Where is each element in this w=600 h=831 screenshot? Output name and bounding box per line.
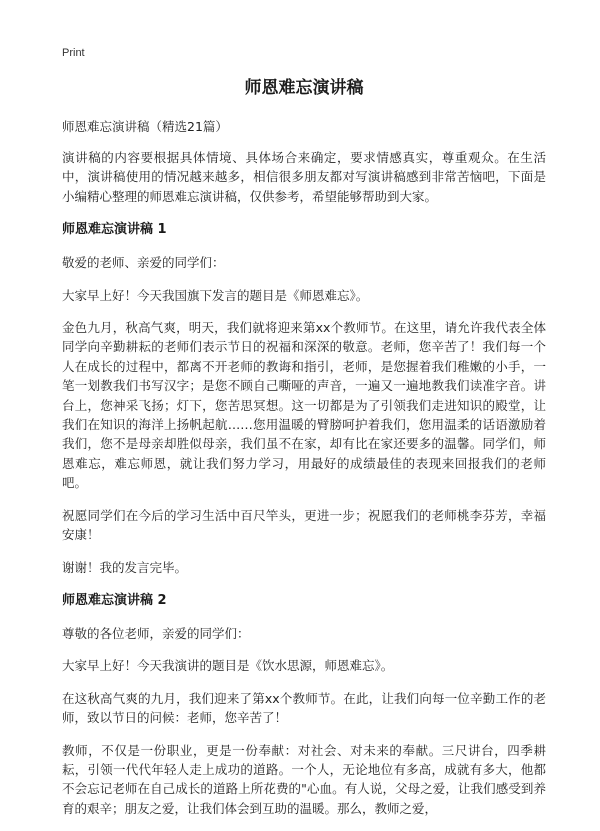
document-page <box>62 76 546 831</box>
closing-paragraph: 谢谢！我的发言完毕。 <box>62 559 188 575</box>
body-paragraph: 金色九月，秋高气爽，明天，我们就将迎来第xx个教师节。在这里，请允许我代表全体同学向辛勤耕耘的老师们表示节日的祝福和深深的敬意。老师，您辛苦了！我们每一个人在成长的过程中，都离不开老师的教诲和指引，老师，是您握着我们稚嫩的小手，一笔一划教我们书写汉字；是您不顾自己嘶哑的声音，一遍又一遍地教我们读准字音。讲台上，您神采飞扬；灯下，您苦思冥想。这一切都是为了引领我们走进知识的殿堂，让我们在知识的海洋上扬帆起航……您用温暖的臂膀呵护着我们，您用温柔的话语激励着我们，您不是母亲却胜似母亲，我们虽不在家，却有比在家还要多的温馨。同学们，师恩难忘，难忘师恩，就让我们努力学习，用最好的成绩最佳的表现来回报我们的老师吧。 <box>62 320 546 491</box>
intro-paragraph: 演讲稿的内容要根据具体情境、具体场合来确定，要求情感真实，尊重观众。在生活中，演讲稿使用的情况越来越多，相信很多朋友都对写演讲稿感到非常苦恼吧，下面是小编精心整理的师恩难忘演讲稿，仅供参考，希望能够帮助到大家。 <box>62 150 546 204</box>
opening-paragraph: 大家早上好！今天我国旗下发言的题目是《师恩难忘》。 <box>62 287 369 303</box>
speech-section-2 <box>62 592 546 818</box>
wishes-paragraph: 祝愿同学们在今后的学习生活中百尺竿头，更进一步；祝愿我们的老师桃李芬芳，幸福安康！ <box>62 507 546 543</box>
document-title: 师恩难忘演讲稿 <box>244 78 364 98</box>
speech-section-1 <box>62 221 546 577</box>
section-heading: 师恩难忘演讲稿 2 <box>62 592 167 608</box>
body-paragraph: 在这秋高气爽的九月，我们迎来了第xx个教师节。在此，让我们向每一位辛勤工作的老师，致以节日的问候：老师，您辛苦了！ <box>62 690 546 726</box>
section-heading: 师恩难忘演讲稿 1 <box>62 222 167 238</box>
document-subtitle: 师恩难忘演讲稿（精选21篇） <box>62 119 228 134</box>
body-paragraph: 教师，不仅是一份职业，更是一份奉献：对社会、对未来的奉献。三尺讲台，四季耕耘，引领一代代年轻人走上成功的道路。一个人，无论地位有多高，成就有多大，他都不会忘记老师在自己成长的道路上所花费的"心血。有人说，父母之爱，让我们感受到养育的艰辛；朋友之爱，让我们体会到互助的温暖。那么，教师之爱， <box>62 742 546 816</box>
print-link[interactable]: Print <box>62 47 85 59</box>
greeting-paragraph: 尊敬的各位老师，亲爱的同学们： <box>62 625 250 641</box>
greeting-paragraph: 敬爱的老师、亲爱的同学们： <box>62 255 225 271</box>
opening-paragraph: 大家早上好！今天我演讲的题目是《饮水思源，师恩难忘》。 <box>62 658 394 674</box>
